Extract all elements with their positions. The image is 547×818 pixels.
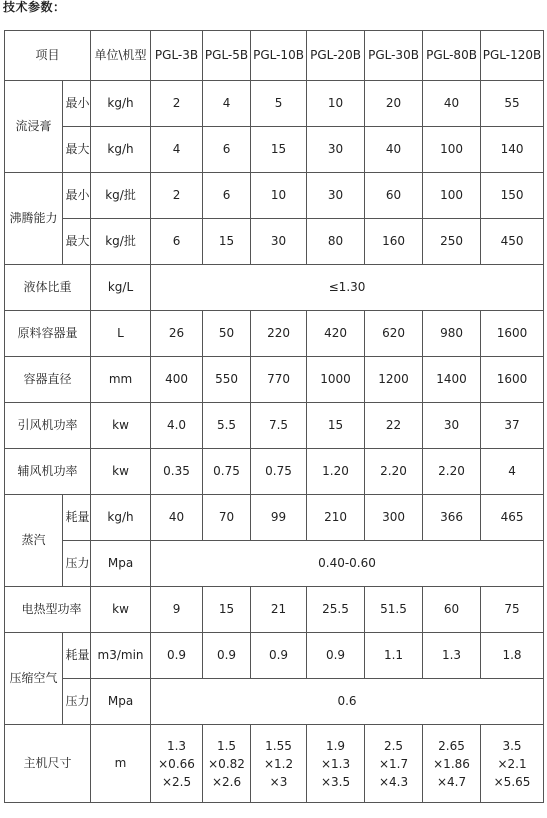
table-row bbox=[5, 679, 544, 725]
cell-value: 1600 bbox=[481, 357, 544, 403]
header-model: PGL-20B bbox=[307, 31, 365, 81]
cell-value: 4 bbox=[203, 81, 251, 127]
cell-value-size: 1.55 ×1.2 ×3 bbox=[251, 725, 307, 803]
cell-value: 0.9 bbox=[251, 633, 307, 679]
row-label-density: 液体比重 bbox=[5, 265, 91, 311]
table-row bbox=[5, 633, 544, 679]
row-unit: kg/h bbox=[91, 127, 151, 173]
cell-value: 99 bbox=[251, 495, 307, 541]
row-sublabel: 最小 bbox=[63, 173, 91, 219]
cell-value-size: 3.5 ×2.1 ×5.65 bbox=[481, 725, 544, 803]
cell-value: 80 bbox=[307, 219, 365, 265]
cell-value: 150 bbox=[481, 173, 544, 219]
row-sublabel: 最大 bbox=[63, 219, 91, 265]
cell-value-size: 2.5 ×1.7 ×4.3 bbox=[365, 725, 423, 803]
header-model: PGL-120B bbox=[481, 31, 544, 81]
row-label-volume: 原料容器量 bbox=[5, 311, 91, 357]
row-sublabel: 耗量 bbox=[63, 495, 91, 541]
cell-value: 2 bbox=[151, 81, 203, 127]
row-sublabel: 耗量 bbox=[63, 633, 91, 679]
row-label-air: 压缩空气 bbox=[5, 633, 63, 725]
cell-value: 4 bbox=[481, 449, 544, 495]
cell-value: 2.20 bbox=[365, 449, 423, 495]
cell-value: 210 bbox=[307, 495, 365, 541]
cell-value: 4.0 bbox=[151, 403, 203, 449]
cell-value-merged: 0.6 bbox=[151, 679, 544, 725]
cell-value: 30 bbox=[423, 403, 481, 449]
cell-value: 75 bbox=[481, 587, 544, 633]
cell-value: 15 bbox=[203, 219, 251, 265]
cell-value: 620 bbox=[365, 311, 423, 357]
cell-value: 40 bbox=[365, 127, 423, 173]
cell-value: 6 bbox=[151, 219, 203, 265]
cell-value: 40 bbox=[423, 81, 481, 127]
cell-value: 60 bbox=[423, 587, 481, 633]
cell-value: 15 bbox=[251, 127, 307, 173]
table-row bbox=[5, 81, 544, 127]
row-unit: kw bbox=[91, 587, 151, 633]
cell-value: 160 bbox=[365, 219, 423, 265]
table-row bbox=[5, 357, 544, 403]
row-unit: kg/h bbox=[91, 81, 151, 127]
spec-heading: 技术参数： bbox=[3, 0, 66, 14]
cell-value: 2.20 bbox=[423, 449, 481, 495]
cell-value: 37 bbox=[481, 403, 544, 449]
header-item: 项目 bbox=[5, 31, 91, 81]
cell-value: 25.5 bbox=[307, 587, 365, 633]
cell-value: 0.9 bbox=[203, 633, 251, 679]
cell-value-size: 1.5 ×0.82 ×2.6 bbox=[203, 725, 251, 803]
cell-value: 1.1 bbox=[365, 633, 423, 679]
cell-value: 7.5 bbox=[251, 403, 307, 449]
row-label-diameter: 容器直径 bbox=[5, 357, 91, 403]
table-row bbox=[5, 311, 544, 357]
table-row bbox=[5, 541, 544, 587]
table-row bbox=[5, 219, 544, 265]
header-model: PGL-5B bbox=[203, 31, 251, 81]
cell-value-merged: 0.40-0.60 bbox=[151, 541, 544, 587]
cell-value: 0.9 bbox=[307, 633, 365, 679]
table-row bbox=[5, 495, 544, 541]
table-row bbox=[5, 449, 544, 495]
row-unit: kg/批 bbox=[91, 219, 151, 265]
row-unit: Mpa bbox=[91, 679, 151, 725]
cell-value: 9 bbox=[151, 587, 203, 633]
cell-value: 30 bbox=[307, 173, 365, 219]
row-label-boil: 沸腾能力 bbox=[5, 173, 63, 265]
row-label-flow: 流浸膏 bbox=[5, 81, 63, 173]
cell-value: 5 bbox=[251, 81, 307, 127]
cell-value: 55 bbox=[481, 81, 544, 127]
cell-value: 51.5 bbox=[365, 587, 423, 633]
cell-value: 1.8 bbox=[481, 633, 544, 679]
row-unit: mm bbox=[91, 357, 151, 403]
cell-value: 30 bbox=[307, 127, 365, 173]
row-label-steam: 蒸汽 bbox=[5, 495, 63, 587]
cell-value: 1200 bbox=[365, 357, 423, 403]
cell-value: 420 bbox=[307, 311, 365, 357]
row-sublabel: 最小 bbox=[63, 81, 91, 127]
row-unit: kg/h bbox=[91, 495, 151, 541]
cell-value: 1400 bbox=[423, 357, 481, 403]
cell-value: 22 bbox=[365, 403, 423, 449]
table-row bbox=[5, 265, 544, 311]
cell-value-size: 1.9 ×1.3 ×3.5 bbox=[307, 725, 365, 803]
table-row bbox=[5, 587, 544, 633]
cell-value: 20 bbox=[365, 81, 423, 127]
row-label-aux: 辅风机功率 bbox=[5, 449, 91, 495]
row-unit: kg/批 bbox=[91, 173, 151, 219]
cell-value: 0.75 bbox=[203, 449, 251, 495]
header-model: PGL-30B bbox=[365, 31, 423, 81]
row-label-heat: 电热型功率 bbox=[5, 587, 91, 633]
row-sublabel: 最大 bbox=[63, 127, 91, 173]
row-sublabel: 压力 bbox=[63, 679, 91, 725]
cell-value: 1.20 bbox=[307, 449, 365, 495]
row-label-fan: 引风机功率 bbox=[5, 403, 91, 449]
cell-value: 140 bbox=[481, 127, 544, 173]
cell-value: 770 bbox=[251, 357, 307, 403]
cell-value: 4 bbox=[151, 127, 203, 173]
cell-value: 15 bbox=[307, 403, 365, 449]
cell-value: 1.3 bbox=[423, 633, 481, 679]
cell-value: 0.35 bbox=[151, 449, 203, 495]
cell-value: 220 bbox=[251, 311, 307, 357]
cell-value: 980 bbox=[423, 311, 481, 357]
cell-value: 21 bbox=[251, 587, 307, 633]
cell-value: 0.75 bbox=[251, 449, 307, 495]
cell-value: 366 bbox=[423, 495, 481, 541]
header-unit: 单位\机型 bbox=[91, 31, 151, 81]
cell-value-merged: ≤1.30 bbox=[151, 265, 544, 311]
table-row bbox=[5, 173, 544, 219]
cell-value-size: 1.3 ×0.66 ×2.5 bbox=[151, 725, 203, 803]
cell-value: 70 bbox=[203, 495, 251, 541]
row-unit: kg/L bbox=[91, 265, 151, 311]
cell-value: 2 bbox=[151, 173, 203, 219]
table-row bbox=[5, 127, 544, 173]
header-model: PGL-3B bbox=[151, 31, 203, 81]
cell-value: 6 bbox=[203, 173, 251, 219]
cell-value: 60 bbox=[365, 173, 423, 219]
header-model: PGL-80B bbox=[423, 31, 481, 81]
row-label-size: 主机尺寸 bbox=[5, 725, 91, 803]
table-row bbox=[5, 403, 544, 449]
row-unit: kw bbox=[91, 449, 151, 495]
cell-value: 10 bbox=[251, 173, 307, 219]
row-unit: m3/min bbox=[91, 633, 151, 679]
cell-value: 100 bbox=[423, 127, 481, 173]
row-sublabel: 压力 bbox=[63, 541, 91, 587]
cell-value: 300 bbox=[365, 495, 423, 541]
cell-value: 450 bbox=[481, 219, 544, 265]
table-header-row bbox=[5, 31, 544, 81]
cell-value: 100 bbox=[423, 173, 481, 219]
cell-value: 30 bbox=[251, 219, 307, 265]
cell-value: 26 bbox=[151, 311, 203, 357]
cell-value: 1000 bbox=[307, 357, 365, 403]
cell-value: 40 bbox=[151, 495, 203, 541]
cell-value: 50 bbox=[203, 311, 251, 357]
row-unit: Mpa bbox=[91, 541, 151, 587]
row-unit: L bbox=[91, 311, 151, 357]
cell-value-size: 2.65 ×1.86 ×4.7 bbox=[423, 725, 481, 803]
header-model: PGL-10B bbox=[251, 31, 307, 81]
cell-value: 250 bbox=[423, 219, 481, 265]
row-unit: kw bbox=[91, 403, 151, 449]
cell-value: 0.9 bbox=[151, 633, 203, 679]
cell-value: 1600 bbox=[481, 311, 544, 357]
cell-value: 550 bbox=[203, 357, 251, 403]
cell-value: 5.5 bbox=[203, 403, 251, 449]
spec-table bbox=[4, 30, 544, 803]
cell-value: 10 bbox=[307, 81, 365, 127]
cell-value: 400 bbox=[151, 357, 203, 403]
cell-value: 465 bbox=[481, 495, 544, 541]
cell-value: 15 bbox=[203, 587, 251, 633]
row-unit: m bbox=[91, 725, 151, 803]
table-row bbox=[5, 725, 544, 803]
cell-value: 6 bbox=[203, 127, 251, 173]
